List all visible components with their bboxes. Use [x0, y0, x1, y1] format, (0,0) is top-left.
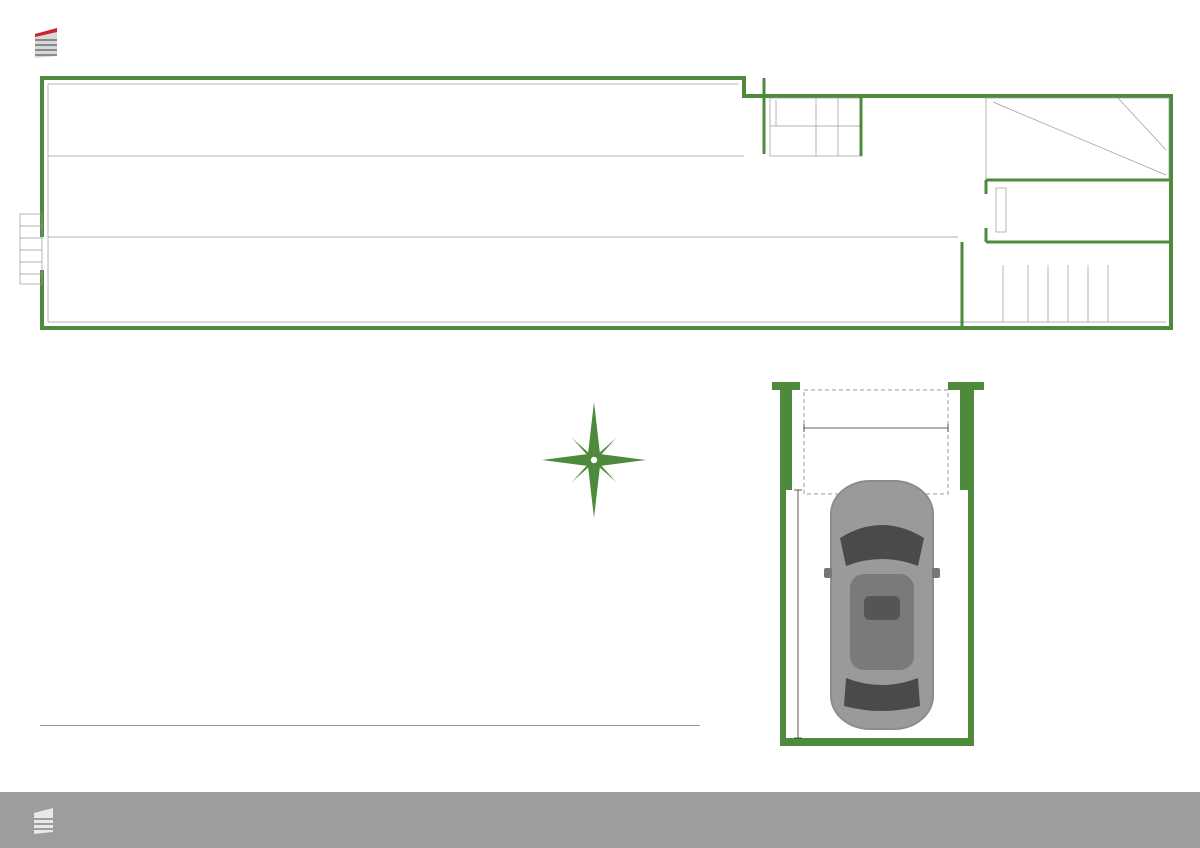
title-divider — [40, 725, 700, 726]
compass-rose-icon — [528, 396, 658, 526]
footer — [0, 792, 1200, 848]
floor-plan — [18, 70, 1178, 338]
building-logo-icon — [33, 26, 61, 60]
plan-inner-lines — [20, 84, 1169, 322]
footer-building-logo-icon — [32, 806, 56, 836]
garage-box-detail — [770, 378, 990, 750]
car-icon — [824, 480, 940, 730]
footer-logo — [32, 804, 172, 840]
plan-walls — [42, 78, 1171, 328]
brand-logo — [33, 22, 203, 64]
